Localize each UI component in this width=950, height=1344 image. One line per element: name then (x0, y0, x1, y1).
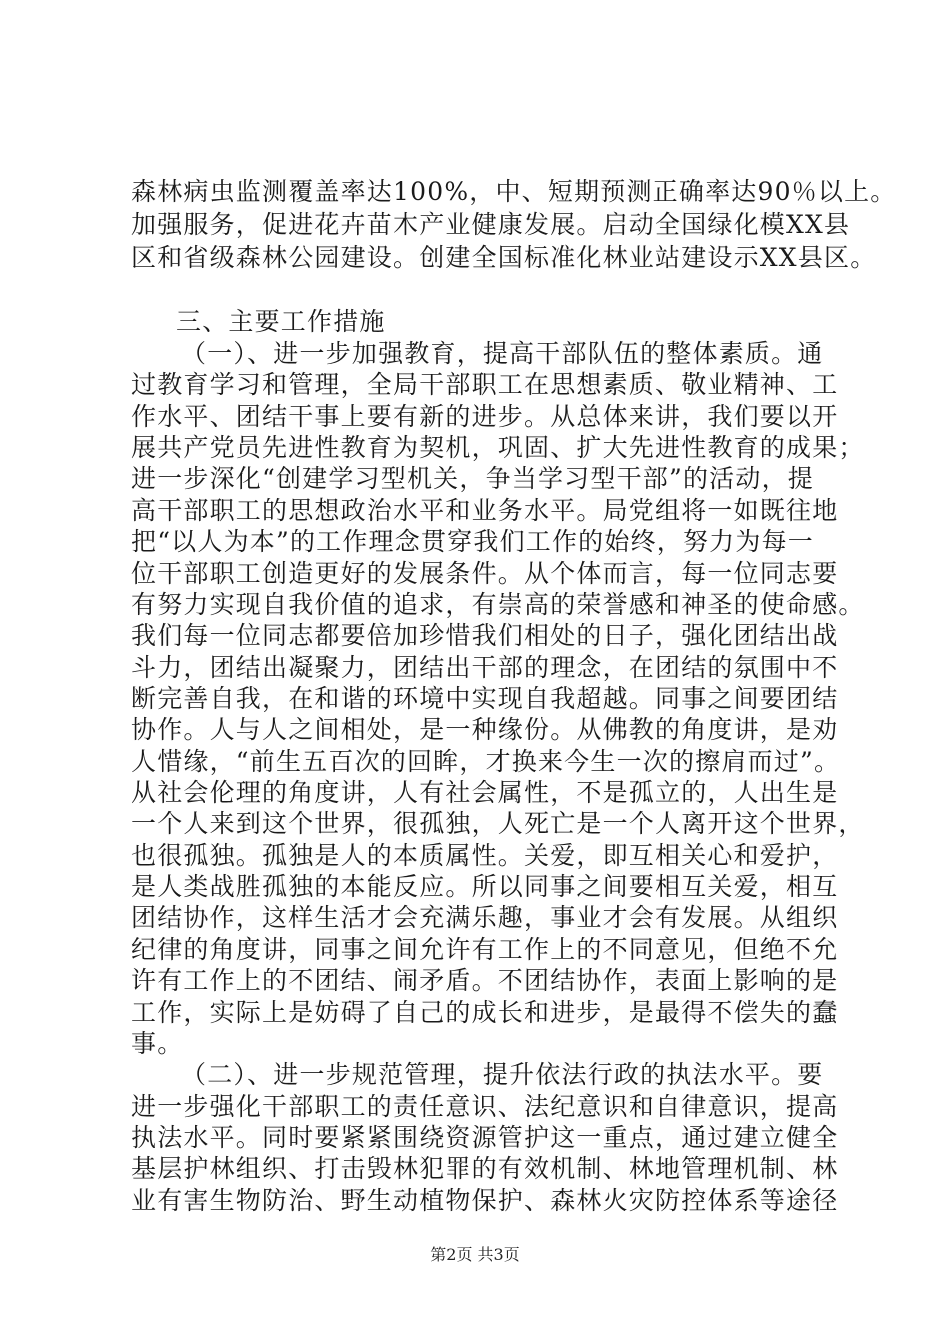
text-line: 区和省级森林公园建设。创建全国标准化林业站建设示XX县区。 (131, 243, 877, 272)
page-number: 第2页 共3页 (430, 1245, 520, 1264)
text-line: 断完善自我，在和谐的环境中实现自我超越。同事之间要团结 (131, 684, 839, 713)
text-line: 过教育学习和管理，全局干部职工在思想素质、敬业精神、工 (131, 370, 839, 399)
text-line: 有努力实现自我价值的追求，有崇高的荣誉感和神圣的使命感。 (131, 590, 865, 619)
text-line: 一个人来到这个世界，很孤独，人死亡是一个人离开这个世界， (131, 809, 865, 838)
paragraph-first-line: （二）、进一步规范管理，提升依法行政的执法水平。要 (181, 1060, 824, 1089)
text-line: 事。 (131, 1029, 184, 1058)
text-line: 作水平、团结干事上要有新的进步。从总体来讲，我们要以开 (131, 402, 839, 431)
text-line: 工作，实际上是妨碍了自己的成长和进步，是最得不偿失的蠢 (131, 998, 839, 1027)
text-line: 许有工作上的不团结、闹矛盾。不团结协作，表面上影响的是 (131, 966, 839, 995)
text-line: 进一步深化“创建学习型机关，争当学习型干部”的活动，提 (131, 464, 814, 493)
text-line: 斗力，团结出凝聚力，团结出干部的理念，在团结的氛围中不 (131, 653, 839, 682)
paragraph-first-line: （一）、进一步加强教育，提高干部队伍的整体素质。通 (181, 339, 824, 368)
text-line: 我们每一位同志都要倍加珍惜我们相处的日子，强化团结出战 (131, 621, 839, 650)
text-line: 森林病虫监测覆盖率达100%，中、短期预测正确率达90％以上。 (131, 177, 897, 206)
text-line: 加强服务，促进花卉苗木产业健康发展。启动全国绿化模XX县 (131, 210, 851, 239)
text-line: 团结协作，这样生活才会充满乐趣，事业才会有发展。从组织 (131, 903, 839, 932)
text-line: 业有害生物防治、野生动植物保护、森林火灾防控体系等途径 (131, 1186, 839, 1215)
text-line: 人惜缘，“前生五百次的回眸，才换来今生一次的擦肩而过”。 (131, 747, 841, 776)
text-line: 纪律的角度讲，同事之间允许有工作上的不同意见，但绝不允 (131, 935, 839, 964)
text-line: 协作。人与人之间相处，是一种缘份。从佛教的角度讲，是劝 (131, 715, 839, 744)
text-line: 进一步强化干部职工的责任意识、法纪意识和自律意识，提高 (131, 1092, 839, 1121)
text-line: 展共产党员先进性教育为契机，巩固、扩大先进性教育的成果； (131, 433, 865, 462)
text-line: 也很孤独。孤独是人的本质属性。关爱，即互相关心和爱护， (131, 841, 839, 870)
text-line: 执法水平。同时要紧紧围绕资源管护这一重点，通过建立健全 (131, 1123, 839, 1152)
text-line: 是人类战胜孤独的本能反应。所以同事之间要相互关爱，相互 (131, 872, 839, 901)
text-line: 基层护林组织、打击毁林犯罪的有效机制、林地管理机制、林 (131, 1154, 839, 1183)
text-line: 位干部职工创造更好的发展条件。从个体而言，每一位同志要 (131, 559, 839, 588)
text-line: 高干部职工的思想政治水平和业务水平。局党组将一如既往地 (131, 496, 839, 525)
text-line: 把“以人为本”的工作理念贯穿我们工作的始终，努力为每一 (131, 527, 814, 556)
text-line: 从社会伦理的角度讲，人有社会属性，不是孤立的，人出生是 (131, 778, 839, 807)
section-heading: 三、主要工作措施 (176, 307, 386, 336)
